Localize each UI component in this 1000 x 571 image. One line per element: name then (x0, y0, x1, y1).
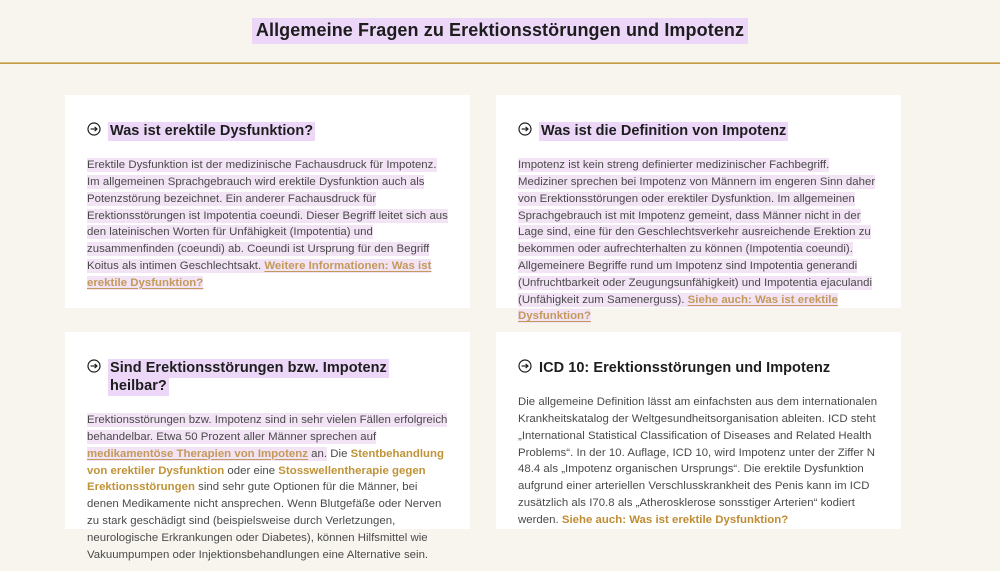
faq-grid (0, 64, 1000, 561)
faq-card-body (518, 157, 879, 325)
faq-card-body-text: Impotenz ist kein streng definierter medizinischer Fachbegriff. Mediziner sprechen bei Impotenz von Männern im engeren Sinn daher von Erektionsstörungen oder erektiler Dysfunktion. Im allgemeinen Sprachgebrauch ist mit Impotenz gemeint, dass Männer nicht in der Lage sind, eine für den Geschlechtsverkehr ausreichende Erektion zu bekommen oder aufrechterhalten zu können (Impotentia coeundi). Allgemeinere Begriffe rund um Impotenz sind Impotentia generandi (Unfruchtbarkeit oder Zeugungsunfähigkeit) und Impotentia ejaculandi (Unfähigkeit zum Samenerguss). (518, 159, 876, 306)
faq-card-body-text-3: Die (327, 447, 351, 460)
circled-arrow-right-icon (87, 122, 101, 136)
faq-card-body-highlight (87, 158, 448, 290)
faq-card-link-stentbehandlung[interactable]: Stentbehandlung von erektiler Dysfunktion (87, 447, 444, 477)
faq-card-link-siehe-auch[interactable]: Siehe auch: Was ist erektile Dysfunktion? (518, 293, 838, 323)
faq-card-body (518, 394, 879, 528)
faq-card-heading[interactable] (518, 358, 879, 377)
page-title: Allgemeine Fragen zu Erektionsstörungen und Impotenz (252, 18, 748, 45)
faq-card-link-medikamentoese-therapien[interactable]: medikamentöse Therapien von Impotenz (87, 447, 308, 460)
faq-card-heading-label (108, 359, 448, 395)
page-header (0, 0, 1000, 62)
faq-card-was-ist-erektile-dysfunktion[interactable] (65, 95, 470, 308)
faq-card-link-stosswellentherapie[interactable]: Stosswellentherapie gegen Erektionsstörungen (87, 464, 426, 494)
faq-card-heading-label: ICD 10: Erektionsstörungen und Impotenz (539, 360, 831, 376)
faq-card-heading-highlight: Was ist die Definition von Impotenz (541, 123, 787, 139)
faq-card-sind-erektionsstoerungen-heilbar[interactable] (65, 332, 470, 561)
faq-card-definition-von-impotenz[interactable] (496, 95, 901, 323)
faq-card-body-highlight (518, 158, 875, 323)
faq-card-body (87, 157, 448, 291)
faq-card-body-text-1: Erektionsstörungen bzw. Impotenz sind in sehr vielen Fällen erfolgreich behandelbar. Etwa 50 Prozent aller Männer sprechen auf (87, 414, 448, 444)
circled-arrow-right-icon (518, 122, 532, 136)
faq-card-heading[interactable] (87, 358, 448, 395)
faq-card-heading-label (108, 122, 315, 140)
faq-card-link-siehe-auch[interactable]: Siehe auch: Was ist erektile Dysfunktion? (561, 513, 789, 526)
faq-card-icd-10[interactable] (496, 332, 901, 529)
faq-card-heading[interactable] (87, 121, 448, 140)
circled-arrow-right-icon (87, 359, 101, 373)
faq-card-body-text-5: sind sehr gute Optionen für die Männer, bei denen Medikamente nicht ansprechen. Wenn Blutgefäße oder Nerven zu stark geschädigt sind (beispielsweise durch Verletzungen, neurologische Erkrankungen oder Diabetes), können Hilfsmittel wie Vakuumpumpen oder Injektionsbehandlungen eine Alternative sein. (87, 481, 442, 561)
faq-card-heading-highlight: Sind Erektionsstörungen bzw. Impotenz heilbar? (110, 360, 387, 395)
faq-card-heading-label (539, 122, 788, 140)
faq-card-link-weitere-informationen[interactable]: Weitere Informationen: Was ist erektile Dysfunktion? (87, 259, 432, 289)
circled-arrow-right-icon (518, 359, 532, 373)
faq-card-body (87, 412, 448, 563)
faq-card-body-text: Die allgemeine Definition lässt am einfachsten aus dem internationalen Krankheitskatalog der Weltgesundheitsorganisation ableiten. ICD steht „International Statistical Classification of Diseases and Related Health Problems“. In der 10. Auflage, ICD 10, wird Impotenz unter der Ziffer N 48.4 als „Impotenz organischen Ursprungs“. Die erektile Dysfunktion aufgrund einer arteriellen Verschlusskrankheit des Penis kann im ICD zusätzlich als I70.8 als „Atherosklerose sonsstiger Arterien“ kodiert werden. (518, 396, 878, 526)
faq-card-heading-highlight: Was ist erektile Dysfunktion? (110, 123, 314, 139)
faq-card-body-text-2: an. (308, 447, 328, 460)
faq-card-body-text-4: oder eine (224, 464, 279, 477)
faq-card-body-text: Erektile Dysfunktion ist der medizinische Fachausdruck für Impotenz. Im allgemeinen Sprachgebrauch wird erektile Dysfunktion auch als Potenzstörung bezeichnet. Ein anderer Fachausdruck für Erektionsstörungen ist Impotentia coeundi. Dieser Begriff leitet sich aus den lateinischen Worten für Unfähigkeit (Impotentia) und zusammenfinden (coeundi) ab. Coeundi ist Ursprung für den Begriff Koitus als intimen Geschlechtsakt. (87, 159, 448, 272)
faq-card-heading[interactable] (518, 121, 879, 140)
